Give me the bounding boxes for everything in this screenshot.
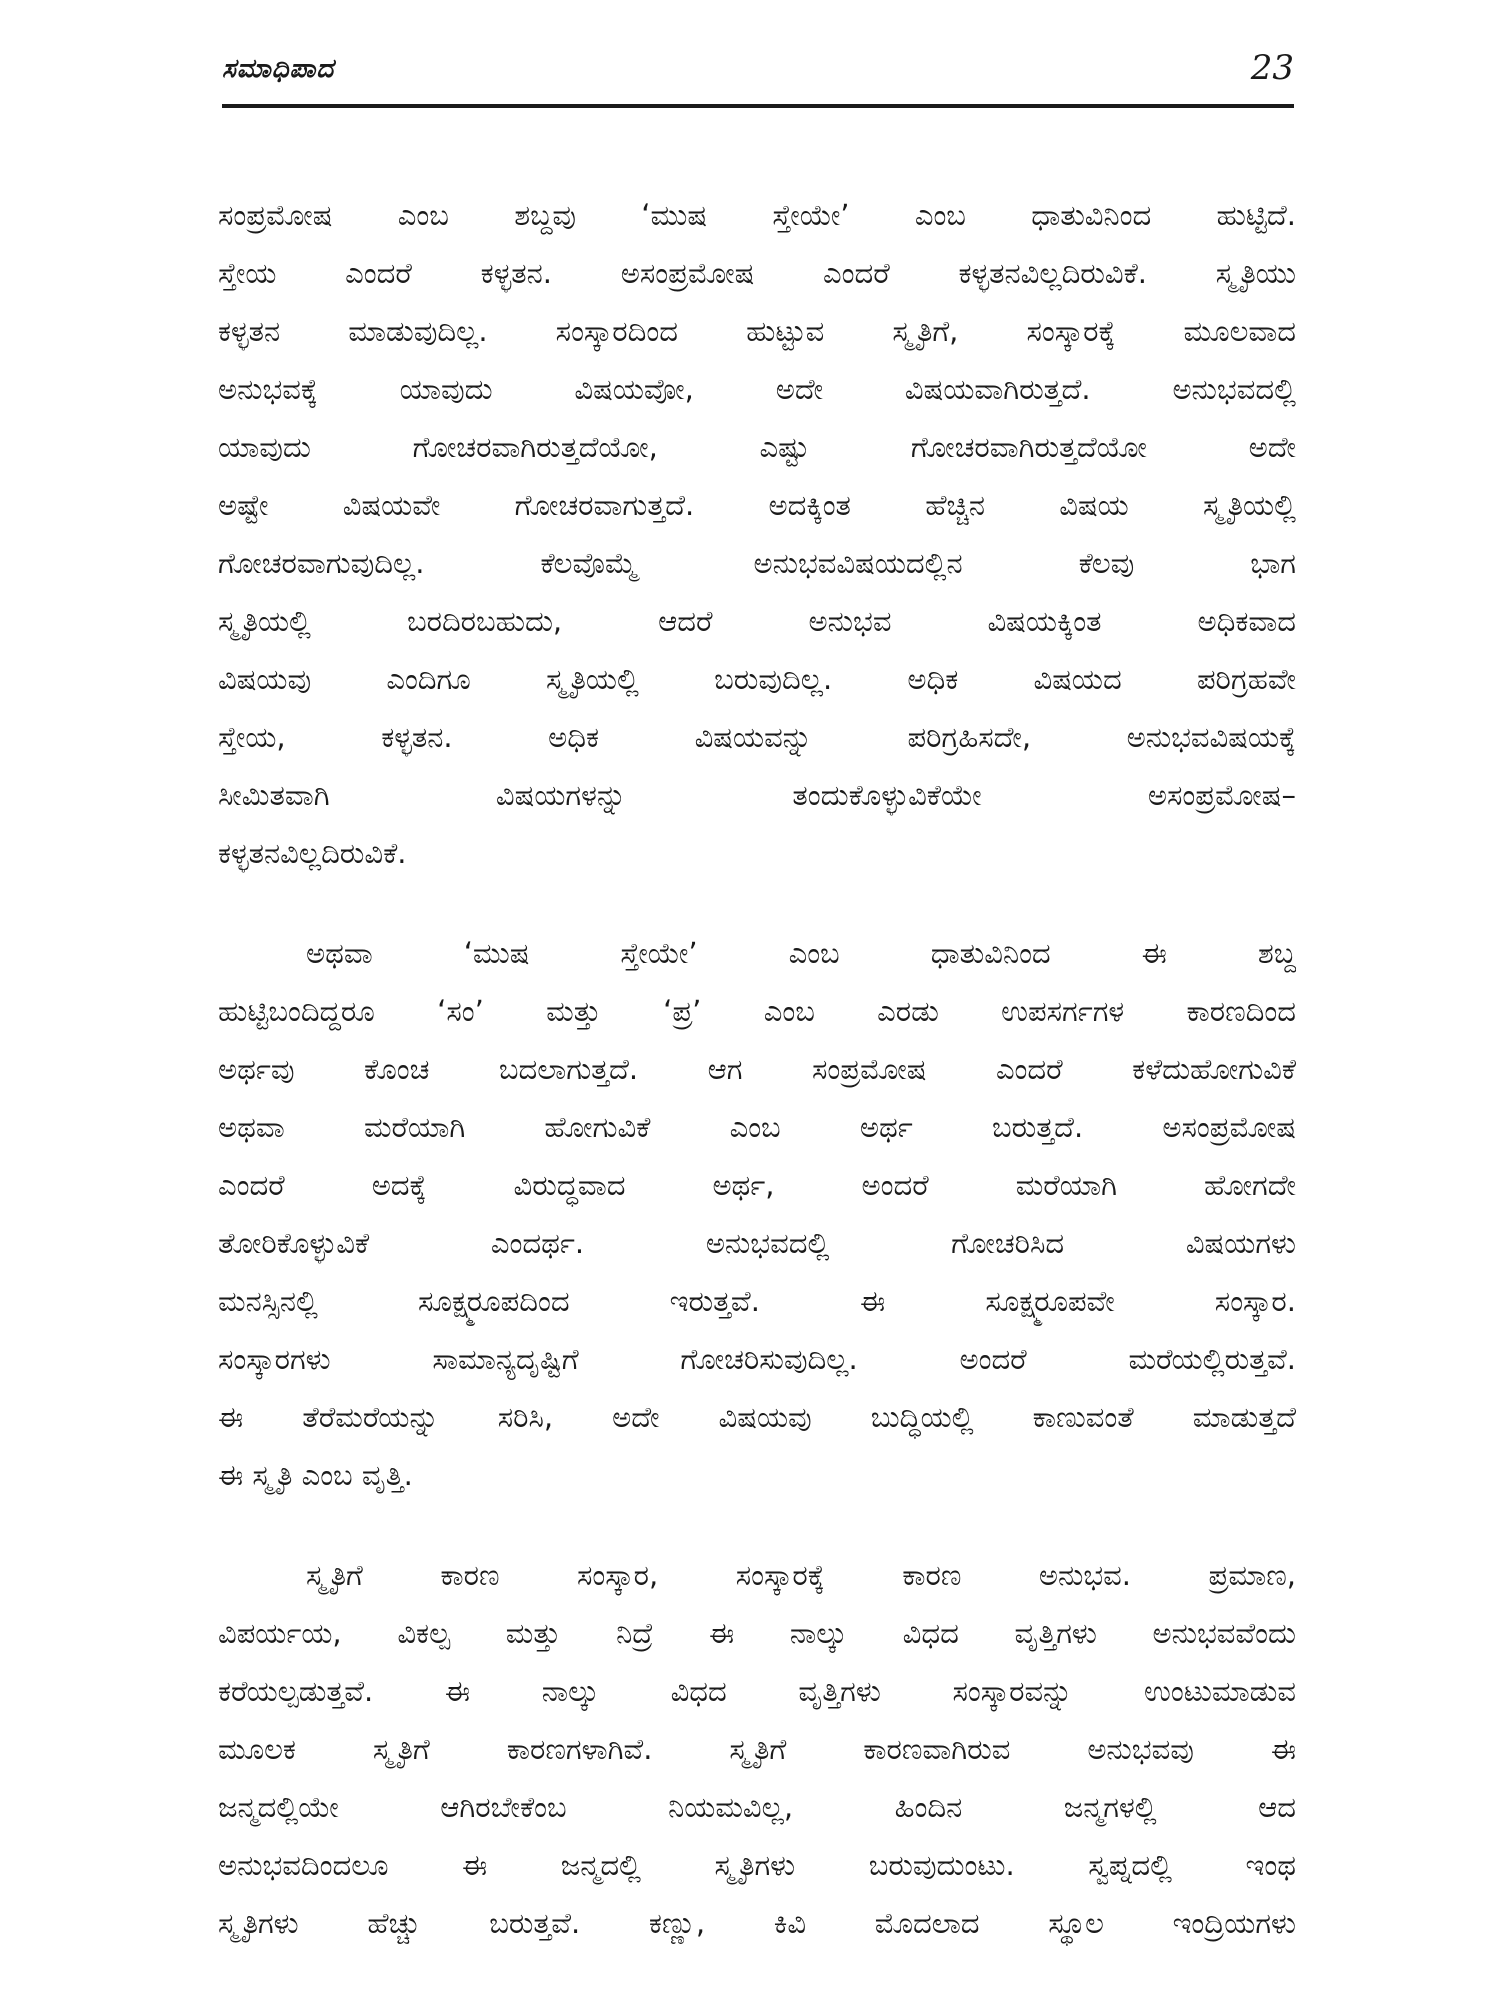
- text-line: ಹುಟ್ಟಿಬಂದಿದ್ದರೂ ‘ಸಂ’ ಮತ್ತು ‘ಪ್ರ’ ಎಂಬ ಎರಡು ಉಪಸರ್ಗಗಳ ಕಾರಣದಿಂದ: [218, 994, 1296, 1028]
- text-line: ಸ್ಮೃತಿಯಲ್ಲಿ ಬರದಿರಬಹುದು, ಆದರೆ ಅನುಭವ ವಿಷಯಕ್ಕಿಂತ ಅಧಿಕವಾದ: [218, 604, 1296, 638]
- text-line: ಈ ತೆರೆಮರೆಯನ್ನು ಸರಿಸಿ, ಅದೇ ವಿಷಯವು ಬುದ್ಧಿಯಲ್ಲಿ ಕಾಣುವಂತೆ ಮಾಡುತ್ತದೆ: [218, 1400, 1296, 1434]
- text-line: ಸ್ಮೃತಿಗೆ ಕಾರಣ ಸಂಸ್ಕಾರ, ಸಂಸ್ಕಾರಕ್ಕೆ ಕಾರಣ ಅನುಭವ. ಪ್ರಮಾಣ,: [306, 1558, 1296, 1592]
- header-rule: [222, 104, 1294, 108]
- text-line: ಅಥವಾ ಮರೆಯಾಗಿ ಹೋಗುವಿಕೆ ಎಂಬ ಅರ್ಥ ಬರುತ್ತದೆ. ಅಸಂಪ್ರಮೋಷ: [218, 1110, 1296, 1144]
- text-line: ಎಂದರೆ ಅದಕ್ಕೆ ವಿರುದ್ಧವಾದ ಅರ್ಥ, ಅಂದರೆ ಮರೆಯಾಗಿ ಹೋಗದೇ: [218, 1168, 1296, 1202]
- text-line: ಸ್ತೇಯ ಎಂದರೆ ಕಳ್ಳತನ. ಅಸಂಪ್ರಮೋಷ ಎಂದರೆ ಕಳ್ಳತನವಿಲ್ಲದಿರುವಿಕೆ. ಸ್ಮೃತಿಯು: [218, 256, 1296, 290]
- text-line: ಸ್ಮೃತಿಗಳು ಹೆಚ್ಚು ಬರುತ್ತವೆ. ಕಣ್ಣು, ಕಿವಿ ಮೊದಲಾದ ಸ್ಥೂಲ ಇಂದ್ರಿಯಗಳು: [218, 1906, 1296, 1940]
- text-line: ಈ ಸ್ಮೃತಿ ಎಂಬ ವೃತ್ತಿ.: [218, 1458, 413, 1492]
- paragraph-2: [218, 924, 1296, 1504]
- text-line: ಅನುಭವದಿಂದಲೂ ಈ ಜನ್ಮದಲ್ಲಿ ಸ್ಮೃತಿಗಳು ಬರುವುದುಂಟು. ಸ್ವಪ್ನದಲ್ಲಿ ಇಂಥ: [218, 1848, 1296, 1882]
- page-number: 23: [1250, 48, 1294, 88]
- text-line: ಅಥವಾ ‘ಮುಷ ಸ್ತೇಯೇ’ ಎಂಬ ಧಾತುವಿನಿಂದ ಈ ಶಬ್ದ: [306, 936, 1296, 970]
- paragraph-3: [218, 1546, 1296, 1952]
- text-line: ಕಳ್ಳತನ ಮಾಡುವುದಿಲ್ಲ. ಸಂಸ್ಕಾರದಿಂದ ಹುಟ್ಟುವ ಸ್ಮೃತಿಗೆ, ಸಂಸ್ಕಾರಕ್ಕೆ ಮೂಲವಾದ: [218, 314, 1296, 348]
- body-text: [218, 186, 1296, 1952]
- text-line: ಕರೆಯಲ್ಪಡುತ್ತವೆ. ಈ ನಾಲ್ಕು ವಿಧದ ವೃತ್ತಿಗಳು ಸಂಸ್ಕಾರವನ್ನು ಉಂಟುಮಾಡುವ: [218, 1674, 1296, 1708]
- text-line: ಸಂಪ್ರಮೋಷ ಎಂಬ ಶಬ್ದವು ‘ಮುಷ ಸ್ತೇಯೇ’ ಎಂಬ ಧಾತುವಿನಿಂದ ಹುಟ್ಟಿದೆ.: [218, 198, 1296, 232]
- text-line: ಮನಸ್ಸಿನಲ್ಲಿ ಸೂಕ್ಷ್ಮರೂಪದಿಂದ ಇರುತ್ತವೆ. ಈ ಸೂಕ್ಷ್ಮರೂಪವೇ ಸಂಸ್ಕಾರ.: [218, 1284, 1296, 1318]
- text-line: ಗೋಚರವಾಗುವುದಿಲ್ಲ. ಕೆಲವೊಮ್ಮೆ ಅನುಭವವಿಷಯದಲ್ಲಿನ ಕೆಲವು ಭಾಗ: [218, 546, 1296, 580]
- chapter-title: ಸಮಾಧಿಪಾದ: [222, 54, 335, 84]
- text-line: ವಿಪರ್ಯಯ, ವಿಕಲ್ಪ ಮತ್ತು ನಿದ್ರೆ ಈ ನಾಲ್ಕು ವಿಧದ ವೃತ್ತಿಗಳು ಅನುಭವವೆಂದು: [218, 1616, 1296, 1650]
- running-header: [222, 48, 1294, 102]
- text-line: ಸ್ತೇಯ, ಕಳ್ಳತನ. ಅಧಿಕ ವಿಷಯವನ್ನು ಪರಿಗ್ರಹಿಸದೇ, ಅನುಭವವಿಷಯಕ್ಕೆ: [218, 720, 1296, 754]
- text-line: ಅರ್ಥವು ಕೊಂಚ ಬದಲಾಗುತ್ತದೆ. ಆಗ ಸಂಪ್ರಮೋಷ ಎಂದರೆ ಕಳೆದುಹೋಗುವಿಕೆ: [218, 1052, 1296, 1086]
- text-line: ಮೂಲಕ ಸ್ಮೃತಿಗೆ ಕಾರಣಗಳಾಗಿವೆ. ಸ್ಮೃತಿಗೆ ಕಾರಣವಾಗಿರುವ ಅನುಭವವು ಈ: [218, 1732, 1296, 1766]
- text-line: ತೋರಿಕೊಳ್ಳುವಿಕೆ ಎಂದರ್ಥ. ಅನುಭವದಲ್ಲಿ ಗೋಚರಿಸಿದ ವಿಷಯಗಳು: [218, 1226, 1296, 1260]
- text-line: ಸೀಮಿತವಾಗಿ ವಿಷಯಗಳನ್ನು ತಂದುಕೊಳ್ಳುವಿಕೆಯೇ ಅಸಂಪ್ರಮೋಷ–: [218, 778, 1296, 812]
- text-line: ಯಾವುದು ಗೋಚರವಾಗಿರುತ್ತದೆಯೋ, ಎಷ್ಟು ಗೋಚರವಾಗಿರುತ್ತದೆಯೋ ಅದೇ: [218, 430, 1296, 464]
- text-line: ಜನ್ಮದಲ್ಲಿಯೇ ಆಗಿರಬೇಕೆಂಬ ನಿಯಮವಿಲ್ಲ, ಹಿಂದಿನ ಜನ್ಮಗಳಲ್ಲಿ ಆದ: [218, 1790, 1296, 1824]
- text-line: ಸಂಸ್ಕಾರಗಳು ಸಾಮಾನ್ಯದೃಷ್ಟಿಗೆ ಗೋಚರಿಸುವುದಿಲ್ಲ. ಅಂದರೆ ಮರೆಯಲ್ಲಿರುತ್ತವೆ.: [218, 1342, 1296, 1376]
- text-line: ಅಷ್ಟೇ ವಿಷಯವೇ ಗೋಚರವಾಗುತ್ತದೆ. ಅದಕ್ಕಿಂತ ಹೆಚ್ಚಿನ ವಿಷಯ ಸ್ಮೃತಿಯಲ್ಲಿ: [218, 488, 1296, 522]
- text-line: ಕಳ್ಳತನವಿಲ್ಲದಿರುವಿಕೆ.: [218, 836, 407, 870]
- text-line: ವಿಷಯವು ಎಂದಿಗೂ ಸ್ಮೃತಿಯಲ್ಲಿ ಬರುವುದಿಲ್ಲ. ಅಧಿಕ ವಿಷಯದ ಪರಿಗ್ರಹವೇ: [218, 662, 1296, 696]
- paragraph-1: [218, 186, 1296, 882]
- text-line: ಅನುಭವಕ್ಕೆ ಯಾವುದು ವಿಷಯವೋ, ಅದೇ ವಿಷಯವಾಗಿರುತ್ತದೆ. ಅನುಭವದಲ್ಲಿ: [218, 372, 1296, 406]
